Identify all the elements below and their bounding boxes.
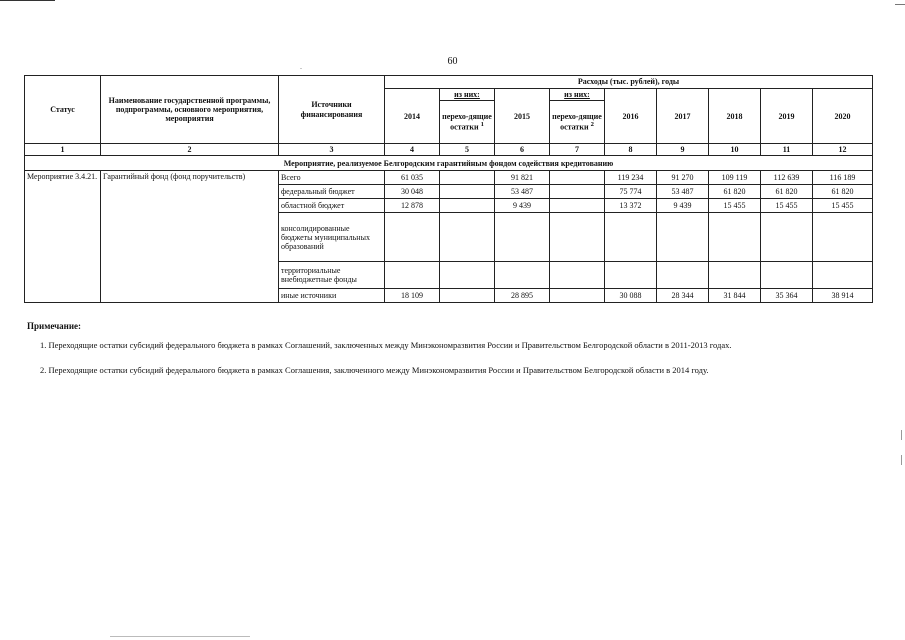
source-cell: территориальные внебюджетные фонды — [279, 262, 385, 289]
table-row: Мероприятие 3.4.21. Гарантийный фонд (фонд поручительств) Всего 61 035 91 821 119 234 91 270 109 119 112 639 116 189 — [25, 171, 873, 185]
top-left-rule — [0, 0, 55, 1]
source-cell: иные источники — [279, 289, 385, 303]
header-carry-over-2: перехо-дящие остатки $^2$ — [550, 101, 605, 144]
header-year-2015: 2015 — [495, 89, 550, 144]
header-name: Наименование государственной программы, подпрограммы, основного мероприятия, мероприятия — [101, 76, 279, 144]
column-number-row: 1 2 3 4 5 6 7 8 9 10 11 12 — [25, 144, 873, 156]
section-title: Мероприятие, реализуемое Белгородским гарантийным фондом содействия кредитованию — [25, 156, 873, 171]
source-cell: федеральный бюджет — [279, 185, 385, 199]
table-row: иные источники 18 109 28 895 30 088 28 344 31 844 35 364 38 914 — [25, 289, 873, 303]
header-year-2020: 2020 — [813, 89, 873, 144]
margin-tick — [901, 455, 902, 465]
header-row-1 — [25, 76, 873, 89]
header-year-2018: 2018 — [709, 89, 761, 144]
header-year-2016: 2016 — [605, 89, 657, 144]
header-of-them-1: из них: — [440, 89, 495, 101]
notes-title: Примечание: — [27, 321, 82, 331]
event-name: Гарантийный фонд (фонд поручительств) — [101, 171, 279, 303]
event-status: Мероприятие 3.4.21. — [25, 171, 101, 303]
header-sources: Источники финансирования — [279, 76, 385, 144]
section-row — [25, 156, 873, 171]
header-status: Статус — [25, 76, 101, 144]
page-number: 60 — [447, 56, 458, 67]
margin-tick — [901, 430, 902, 440]
top-right-rule — [895, 4, 905, 5]
source-cell: консолидированные бюджеты муниципальных образований — [279, 213, 385, 262]
budget-table — [24, 75, 873, 303]
note-2: 2. Переходящие остатки субсидий федерального бюджета в рамках Соглашения, заключенного между Минэкономразвития России и Правительством Белгородской области в 2014 году. — [40, 365, 709, 375]
header-year-2019: 2019 — [761, 89, 813, 144]
scan-dot: . — [300, 62, 302, 71]
header-carry-over-1: перехо-дящие остатки $^1$ — [440, 101, 495, 144]
source-cell: областной бюджет — [279, 199, 385, 213]
header-year-2014: 2014 — [385, 89, 440, 144]
table-row: областной бюджет 12 878 9 439 13 372 9 439 15 455 15 455 15 455 — [25, 199, 873, 213]
header-year-2017: 2017 — [657, 89, 709, 144]
bottom-rule — [110, 636, 250, 637]
table-row: федеральный бюджет 30 048 53 487 75 774 53 487 61 820 61 820 61 820 — [25, 185, 873, 199]
note-1: 1. Переходящие остатки субсидий федерального бюджета в рамках Соглашений, заключенных между Минэкономразвития России и Правительством Белгородской области в 2011-2013 годах. — [40, 340, 732, 350]
source-cell: Всего — [279, 171, 385, 185]
header-of-them-2: из них: — [550, 89, 605, 101]
header-expenses: Расходы (тыс. рублей), годы — [385, 76, 873, 89]
